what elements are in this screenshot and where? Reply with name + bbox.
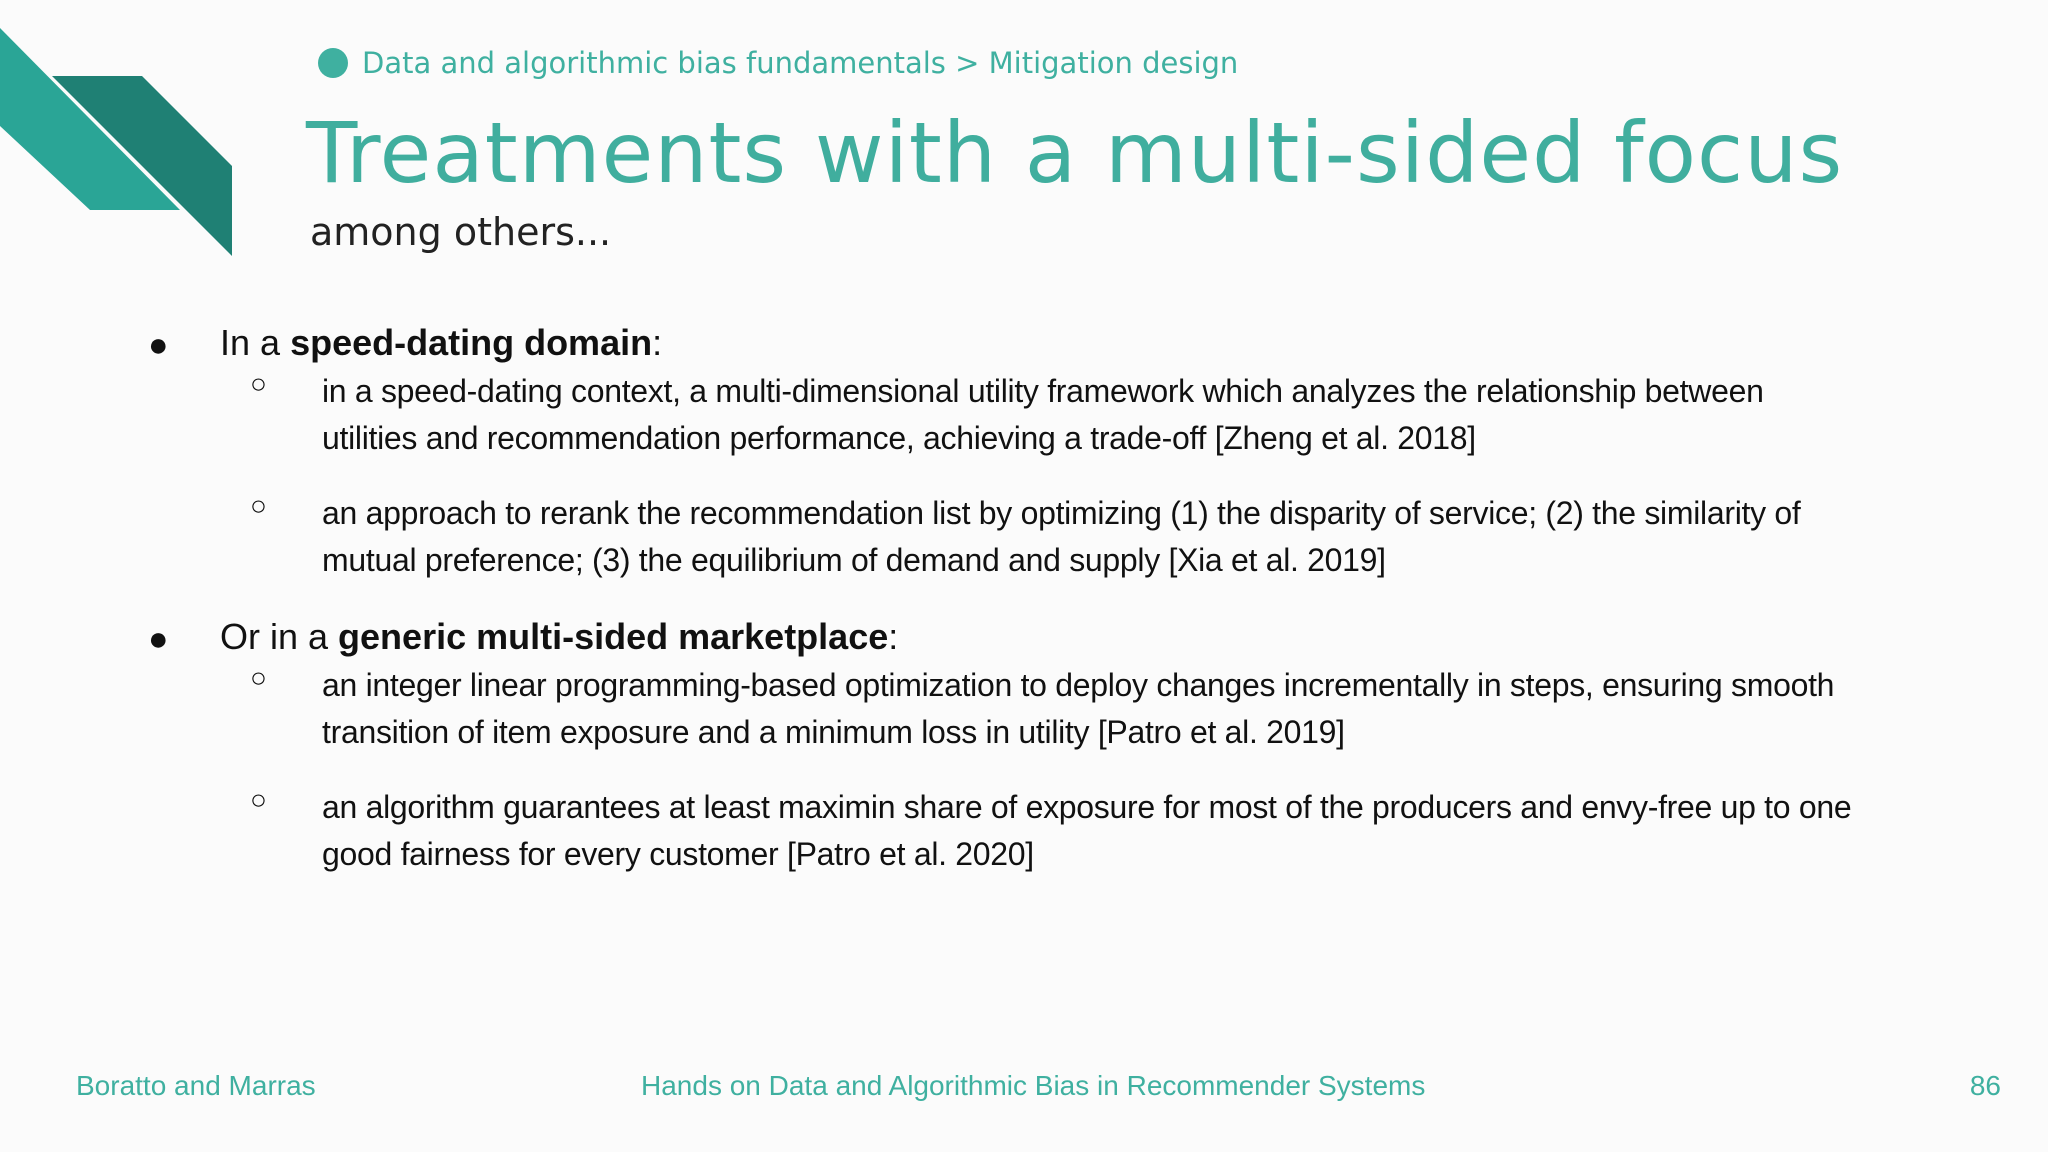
breadcrumb-text: Data and algorithmic bias fundamentals > Mitigation design xyxy=(362,46,1239,80)
bullet-text xyxy=(220,616,898,658)
sub-item-text xyxy=(322,368,2022,462)
sub-item-line: mutual preference; (3) the equilibrium of demand and supply [Xia et al. 2019] xyxy=(322,542,1386,578)
sub-item-line: transition of item exposure and a minimum loss in utility [Patro et al. 2019] xyxy=(322,714,1345,750)
sub-item-line: good fairness for every customer [Patro et al. 2020] xyxy=(322,836,1034,872)
breadcrumb xyxy=(318,46,1238,80)
sub-item-line: an approach to rerank the recommendation list by optimizing (1) the disparity of service; (2) the similarity of xyxy=(322,495,1801,531)
bullet-prefix: Or in a xyxy=(220,616,339,657)
bullet-suffix: : xyxy=(652,322,663,363)
sub-item-line: in a speed-dating context, a multi-dimensional utility framework which analyzes the relationship between xyxy=(322,373,1764,409)
bullet-bold-text: speed-dating domain xyxy=(290,322,653,363)
bullet-text xyxy=(220,322,662,364)
sub-item-line: an algorithm guarantees at least maximin share of exposure for most of the producers and envy-free up to one xyxy=(322,789,1852,825)
slide-subtitle: among others... xyxy=(310,210,612,254)
footer-authors: Boratto and Marras xyxy=(76,1070,316,1101)
bullet-marker: ● xyxy=(148,620,169,658)
footer-page-number: 86 xyxy=(1969,1070,2001,1101)
sub-bullet-marker: ○ xyxy=(250,368,267,399)
bullet-marker: ● xyxy=(148,326,169,364)
corner-decoration-logo xyxy=(0,0,240,270)
footer-course-title: Hands on Data and Algorithmic Bias in Recommender Systems xyxy=(641,1070,1426,1101)
bullet-prefix: In a xyxy=(220,322,291,363)
sub-item-text xyxy=(322,490,2022,584)
sub-bullet-marker: ○ xyxy=(250,662,267,693)
bullet-suffix: : xyxy=(888,616,899,657)
breadcrumb-dot-icon xyxy=(318,48,348,78)
sub-item-text xyxy=(322,784,2022,878)
sub-item-text xyxy=(322,662,2022,756)
sub-item-line: an integer linear programming-based optimization to deploy changes incrementally in steps, ensuring smooth xyxy=(322,667,1835,703)
sub-bullet-marker: ○ xyxy=(250,784,267,815)
bullet-bold-text: generic multi-sided marketplace xyxy=(338,616,889,657)
sub-bullet-marker: ○ xyxy=(250,490,267,521)
sub-item-line: utilities and recommendation performance, achieving a trade-off [Zheng et al. 2018] xyxy=(322,420,1476,456)
slide-title: Treatments with a multi-sided focus xyxy=(306,104,1844,202)
